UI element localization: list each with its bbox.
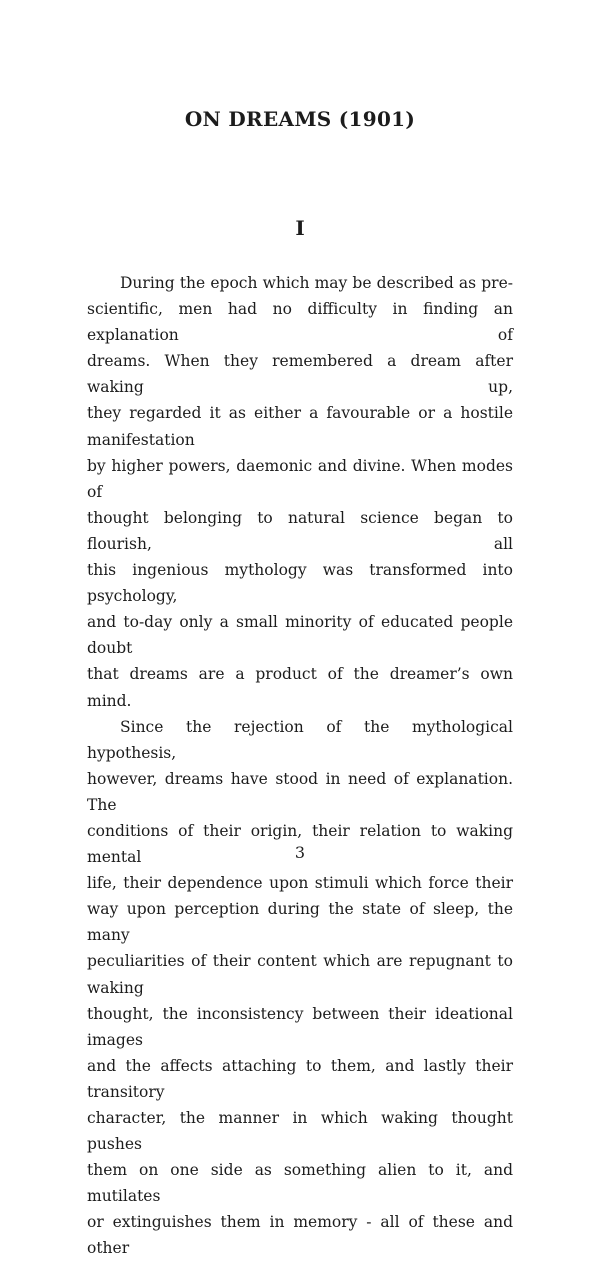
text-line: however, dreams have stood in need of explanation. The [87, 769, 513, 814]
text-line: scientific, men had no difficulty in finding an explanation of [87, 300, 513, 345]
text-line: them on one side as something alien to it, and mutilates [87, 1161, 513, 1206]
text-line: thought, the inconsistency between their ideational images [87, 1004, 513, 1049]
text-line: they regarded it as either a favourable or a hostile manifestation [87, 404, 513, 449]
text-line: During the epoch which may be described as pre- [120, 274, 513, 292]
text-line: dreams. When they remembered a dream after waking up, [87, 352, 513, 397]
text-line: by higher powers, daemonic and divine. When modes of [87, 456, 513, 501]
paragraph-1 [87, 270, 513, 714]
text-line: life, their dependence upon stimuli which force their [87, 874, 513, 893]
text-line: thought belonging to natural science began to flourish, all [87, 508, 513, 553]
text-line: that dreams are a product of the dreamer’s own mind. [87, 665, 513, 710]
chapter-title: ON DREAMS (1901) [184, 107, 416, 131]
paragraph-2 [87, 714, 513, 1262]
section-heading: I [295, 216, 305, 240]
text-line: this ingenious mythology was transformed into psychology, [87, 561, 513, 606]
text-line: conditions of their origin, their relation to waking mental [87, 821, 513, 867]
body-text [87, 270, 513, 1262]
text-line: character, the manner in which waking thought pushes [87, 1109, 513, 1154]
text-line: and the affects attaching to them, and lastly their transitory [87, 1056, 513, 1101]
page-number: 3 [294, 843, 306, 862]
text-line: or extinguishes them in memory - all of these and other [87, 1213, 513, 1258]
text-line: peculiarities of their content which are repugnant to waking [87, 952, 513, 997]
text-line: way upon perception during the state of sleep, the many [87, 900, 513, 945]
text-line: and to-day only a small minority of educated people doubt [87, 613, 513, 658]
text-line: Since the rejection of the mythological hypothesis, [87, 717, 513, 762]
